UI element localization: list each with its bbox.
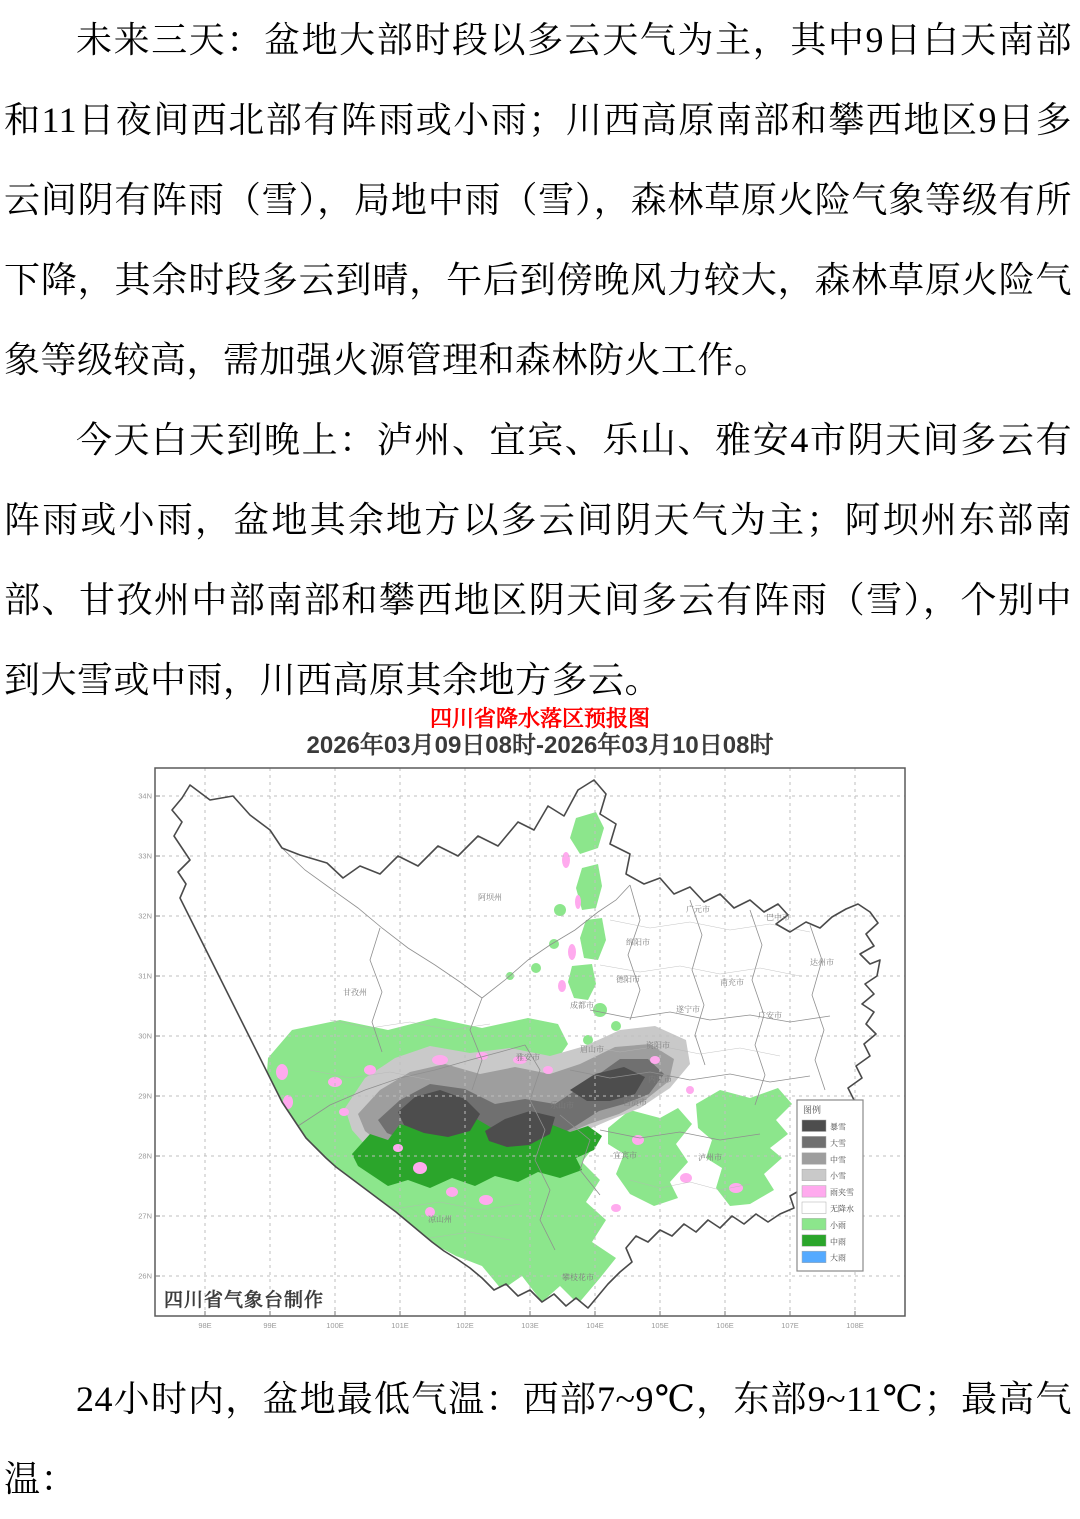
- legend-label: 雨夹雪: [830, 1188, 854, 1198]
- map-title: 四川省降水落区预报图: [429, 706, 650, 731]
- legend-swatch: [802, 1153, 826, 1165]
- city-label: 成都市: [570, 1001, 594, 1010]
- legend-label: 小雨: [830, 1220, 846, 1230]
- sleet-spot: [432, 1055, 448, 1065]
- lon-tick-label: 100E: [326, 1321, 344, 1330]
- sleet-spot: [575, 895, 581, 909]
- city-label: 自贡市: [623, 1098, 647, 1107]
- sleet-spot: [276, 1064, 288, 1080]
- lat-tick-label: 33N: [138, 851, 152, 861]
- legend-label: 大雪: [830, 1138, 846, 1148]
- city-label: 遂宁市: [676, 1005, 700, 1014]
- lon-tick-label: 108E: [846, 1321, 864, 1330]
- sleet-spot: [568, 944, 576, 960]
- legend-swatch: [802, 1186, 826, 1198]
- legend-swatch: [802, 1202, 826, 1214]
- light-rain-spot: [531, 963, 541, 973]
- legend-swatch: [802, 1218, 826, 1230]
- lat-tick-label: 26N: [138, 1271, 152, 1281]
- city-label: 泸州市: [698, 1153, 722, 1162]
- sleet-spot: [680, 1173, 692, 1183]
- lon-tick-label: 105E: [651, 1321, 669, 1330]
- sleet-spot: [446, 1187, 458, 1197]
- sleet-spot: [364, 1065, 376, 1075]
- sleet-spot: [479, 1195, 493, 1205]
- city-label: 眉山市: [580, 1045, 604, 1054]
- legend-swatch: [802, 1136, 826, 1148]
- city-label: 凉山州: [428, 1215, 452, 1224]
- sleet-spot: [543, 1066, 553, 1074]
- sleet-spot: [686, 1086, 694, 1094]
- legend-swatch: [802, 1169, 826, 1181]
- sleet-spot: [393, 1144, 403, 1152]
- legend-label: 中雨: [830, 1237, 846, 1247]
- legend-swatch: [802, 1120, 826, 1132]
- sleet-spot: [562, 852, 570, 868]
- city-label: 乐山市: [550, 1101, 574, 1110]
- legend-swatch: [802, 1235, 826, 1247]
- legend-label: 大雨: [830, 1253, 846, 1263]
- lat-tick-label: 30N: [138, 1031, 152, 1041]
- city-label: 雅安市: [516, 1053, 540, 1062]
- map-legend: [797, 1100, 863, 1271]
- city-label: 达州市: [810, 958, 834, 967]
- lon-tick-label: 106E: [716, 1321, 734, 1330]
- forecast-paragraph-three-days: 未来三天：盆地大部时段以多云天气为主，其中9日白天南部和11日夜间西北部有阵雨或小雨；川西高原南部和攀西地区9日多云间阴有阵雨（雪），局地中雨（雪），森林草原火险气象等级有所下降，其余时段多云到晴，午后到傍晚风力较大，森林草原火险气象等级较高，需加强火源管理和森林防火工作。: [4, 20, 1072, 380]
- lat-tick-label: 32N: [138, 911, 152, 921]
- city-label: 广安市: [758, 1011, 782, 1020]
- lon-tick-label: 103E: [521, 1321, 539, 1330]
- legend-swatch: [802, 1251, 826, 1263]
- legend-label: 暴雪: [830, 1122, 846, 1132]
- legend-label: 中雪: [830, 1155, 846, 1165]
- precipitation-forecast-figure: [0, 706, 1080, 1345]
- forecast-paragraph-today: 今天白天到晚上：泸州、宜宾、乐山、雅安4市阴天间多云有阵雨或小雨，盆地其余地方以多云间阴天气为主；阿坝州东部南部、甘孜州中部南部和攀西地区阴天间多云有阵雨（雪），个别中到大雪或中雨，川西高原其余地方多云。: [4, 420, 1072, 700]
- city-label: 广元市: [686, 905, 710, 914]
- lat-tick-label: 27N: [138, 1211, 152, 1221]
- lon-tick-label: 101E: [391, 1321, 409, 1330]
- lat-tick-label: 29N: [138, 1091, 152, 1101]
- lon-tick-label: 102E: [456, 1321, 474, 1330]
- light-rain-spot: [611, 1021, 621, 1031]
- city-label: 德阳市: [616, 975, 640, 984]
- lon-tick-label: 104E: [586, 1321, 604, 1330]
- sleet-spot: [413, 1162, 427, 1174]
- sleet-spot: [650, 1056, 660, 1064]
- lat-tick-label: 28N: [138, 1151, 152, 1161]
- city-label: 攀枝花市: [562, 1273, 594, 1282]
- city-label: 内江市: [648, 1075, 672, 1084]
- city-label: 甘孜州: [343, 988, 367, 997]
- lon-tick-label: 99E: [263, 1321, 277, 1330]
- lat-tick-label: 34N: [138, 791, 152, 801]
- light-rain-spot: [554, 904, 566, 916]
- legend-label: 无降水: [830, 1204, 854, 1214]
- sleet-spot: [558, 980, 566, 992]
- map-subtitle: 2026年03月09日08时-2026年03月10日08时: [306, 732, 774, 759]
- legend-title: 图例: [803, 1105, 822, 1115]
- lon-tick-label: 98E: [198, 1321, 212, 1330]
- lat-tick-label: 31N: [138, 971, 152, 981]
- city-label: 阿坝州: [478, 893, 502, 902]
- city-label: 资阳市: [646, 1041, 670, 1050]
- city-label: 巴中市: [766, 913, 790, 922]
- city-label: 宜宾市: [613, 1151, 637, 1160]
- sleet-spot: [339, 1108, 349, 1116]
- map-credit: 四川省气象台制作: [164, 1290, 325, 1311]
- precipitation-map: [130, 760, 920, 1345]
- lon-tick-label: 107E: [781, 1321, 799, 1330]
- sleet-spot: [611, 1204, 621, 1212]
- city-label: 绵阳市: [626, 938, 650, 947]
- legend-label: 小雪: [830, 1171, 846, 1181]
- city-label: 南充市: [720, 978, 744, 987]
- temperature-paragraph: 24小时内，盆地最低气温：西部7~9℃，东部9~11℃；最高气温：: [4, 1379, 1072, 1499]
